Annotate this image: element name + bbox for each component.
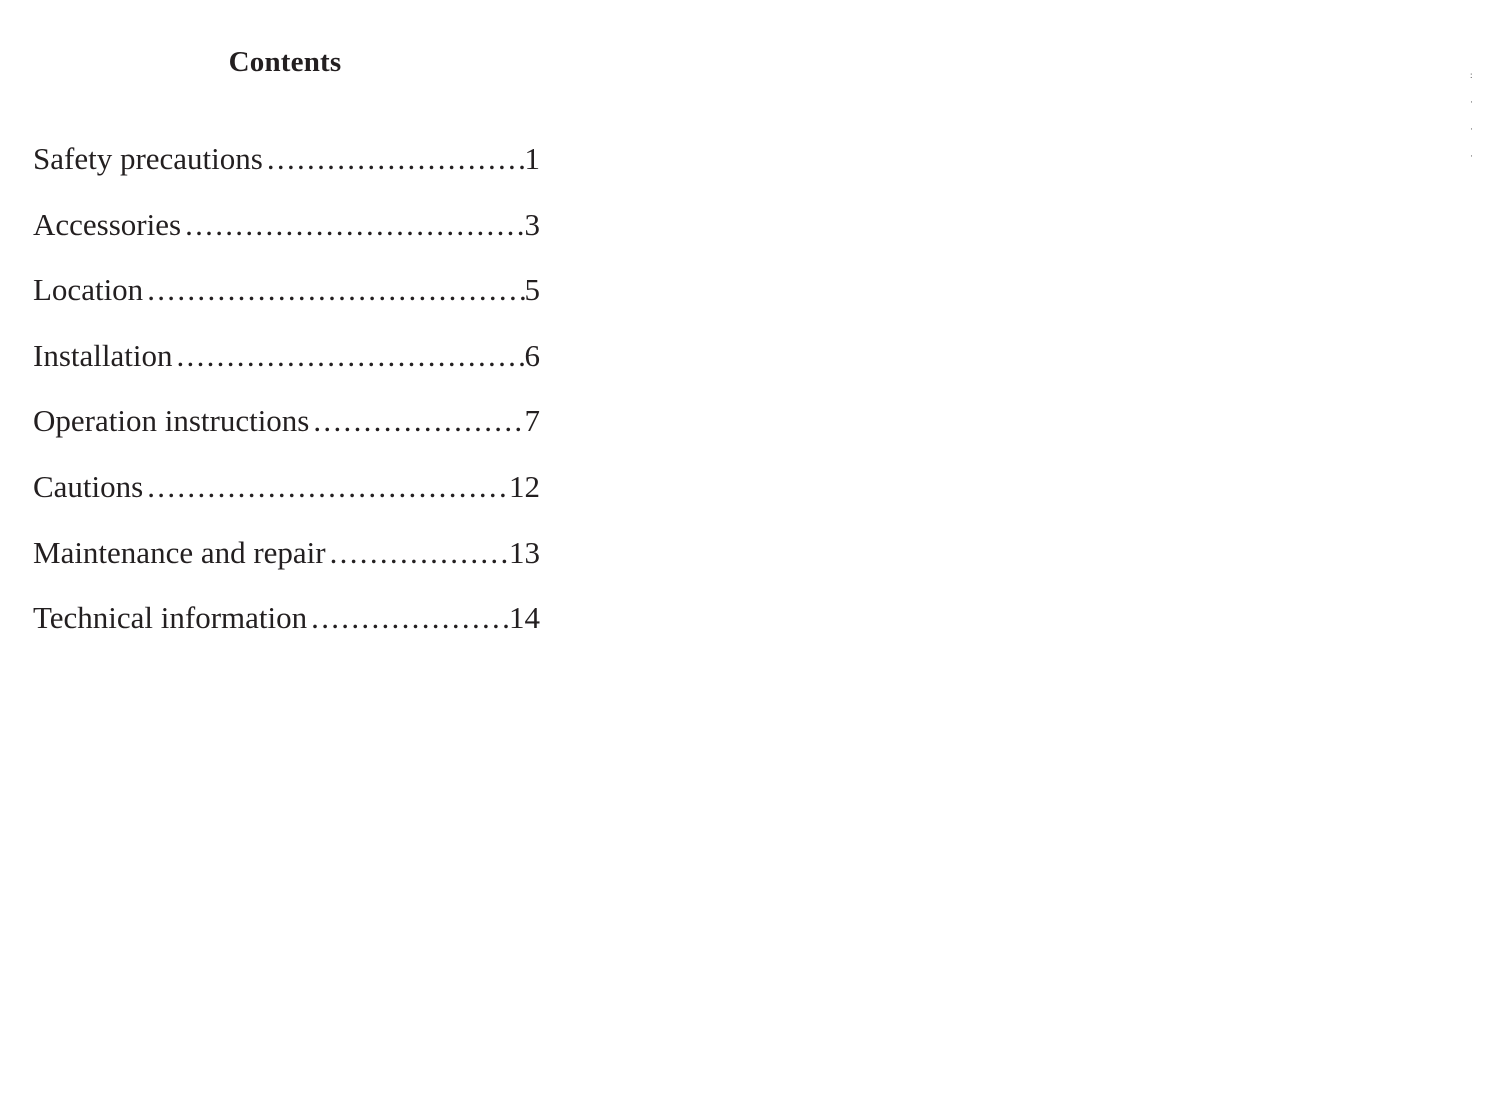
edge-mark: :	[1470, 70, 1473, 80]
toc-entry-label: Installation	[33, 337, 173, 373]
toc-entry-page-number: 5	[524, 272, 540, 308]
dot-leader	[313, 402, 524, 440]
dot-leader	[147, 271, 524, 309]
dot-leader	[185, 206, 524, 244]
toc-entry-label: Safety precautions	[33, 141, 263, 176]
toc-entry-page-number: 13	[509, 534, 540, 570]
toc-entry-page-number: 6	[524, 337, 540, 373]
toc-entry-label: Accessories	[33, 206, 182, 242]
toc-entry-label: Cautions	[33, 468, 144, 504]
dot-leader	[311, 599, 509, 637]
edge-mark: ·	[1470, 124, 1473, 134]
toc-entry-installation	[33, 337, 540, 403]
toc-entry-operation-instructions	[33, 402, 540, 468]
toc-entry-accessories	[33, 206, 540, 272]
edge-mark: ·	[1470, 97, 1473, 107]
dot-leader	[330, 534, 509, 572]
toc-entry-label: Location	[33, 272, 144, 308]
toc-entry-safety-precautions	[33, 140, 540, 206]
dot-leader	[147, 468, 509, 506]
toc-entry-maintenance-and-repair	[33, 534, 540, 600]
toc-entry-page-number: 7	[524, 403, 540, 439]
toc-entry-label: Technical information	[33, 600, 308, 636]
dot-leader	[176, 337, 524, 375]
table-of-contents	[33, 140, 540, 665]
toc-entry-technical-information	[33, 599, 540, 665]
dot-leader	[267, 140, 525, 178]
toc-entry-page-number: 1	[524, 141, 540, 176]
toc-entry-label: Maintenance and repair	[33, 534, 326, 570]
toc-entry-page-number: 12	[509, 468, 540, 504]
toc-entry-cautions	[33, 468, 540, 534]
page-title: Contents	[228, 46, 342, 78]
toc-entry-page-number: 14	[509, 600, 540, 636]
toc-entry-label: Operation instructions	[33, 403, 310, 439]
page-edge-marks	[1470, 62, 1476, 170]
toc-entry-page-number: 3	[524, 206, 540, 242]
toc-entry-location	[33, 271, 540, 337]
edge-mark: ·	[1470, 151, 1473, 161]
